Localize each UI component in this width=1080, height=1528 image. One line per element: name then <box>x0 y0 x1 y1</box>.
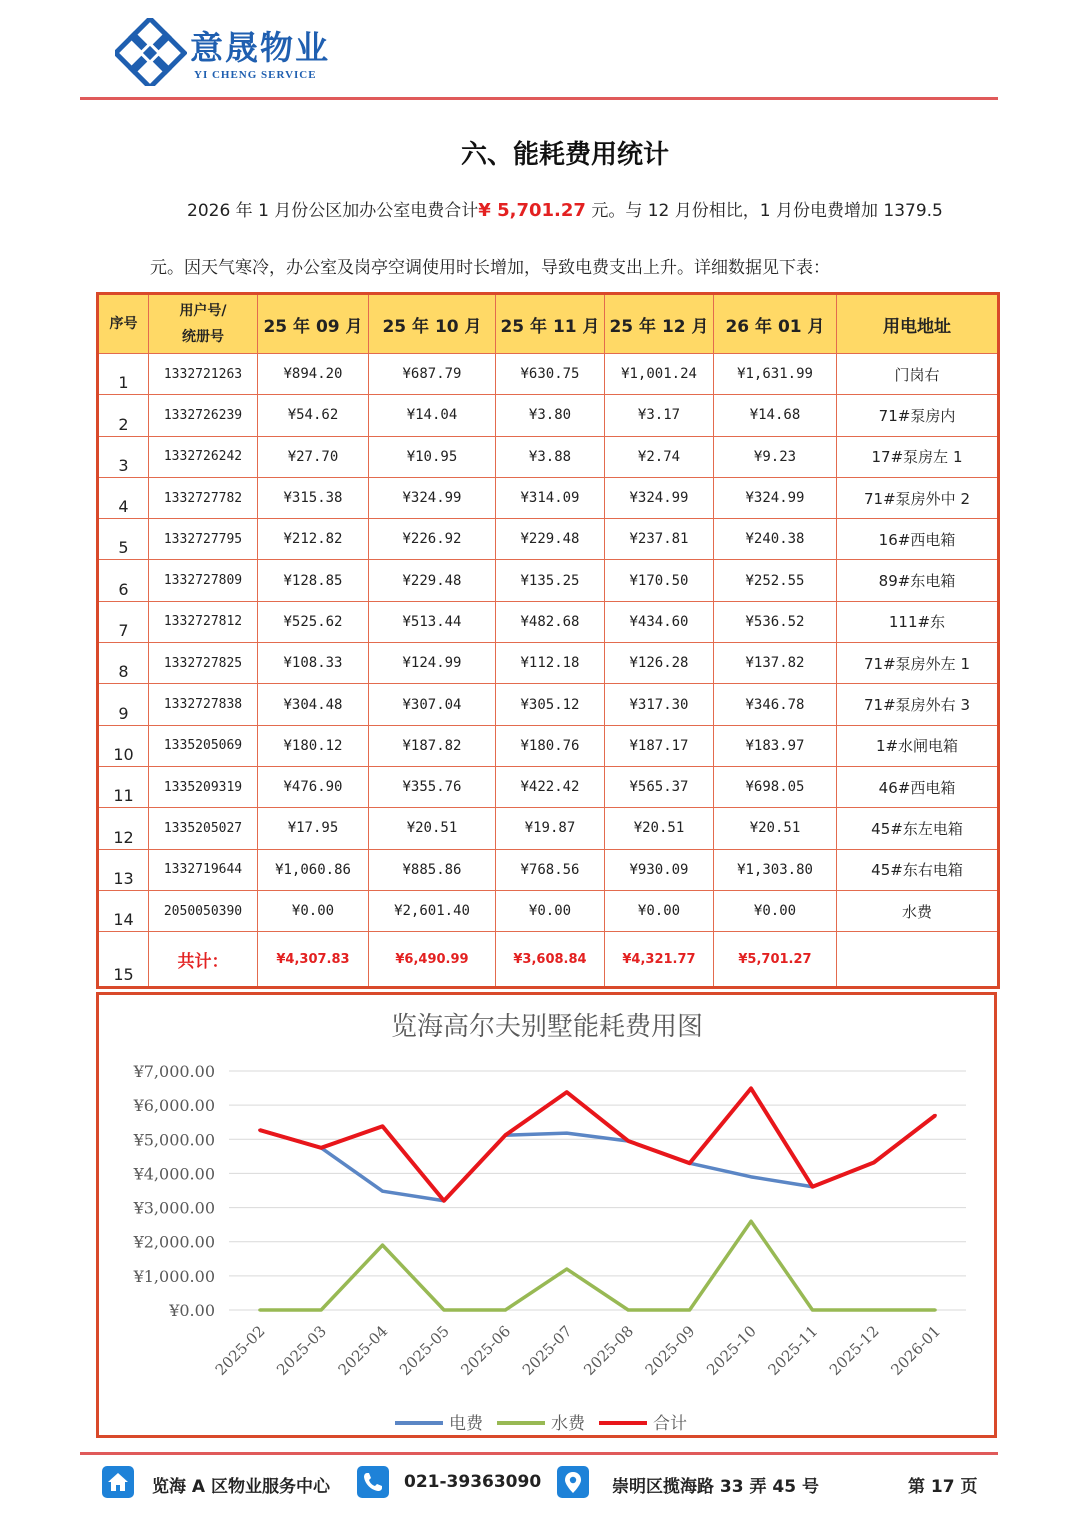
amount-cell: ¥1,060.86 <box>258 849 369 890</box>
legend-label: 水费 <box>551 1414 585 1434</box>
amount-cell: ¥324.99 <box>605 477 714 518</box>
row-index: 9 <box>98 684 149 725</box>
amount-cell: ¥355.76 <box>369 766 496 807</box>
y-tick-label: ¥2,000.00 <box>133 1232 215 1252</box>
row-index: 10 <box>98 725 149 766</box>
amount-cell: ¥476.90 <box>258 766 369 807</box>
y-tick-label: ¥6,000.00 <box>133 1096 215 1116</box>
summary-line-1 <box>187 196 943 221</box>
brand-name-english: YI CHENG SERVICE <box>194 69 317 81</box>
row-index: 8 <box>98 643 149 684</box>
address: 崇明区揽海路 33 弄 45 号 <box>612 1477 819 1497</box>
amount-cell: ¥536.52 <box>714 601 837 642</box>
data-point <box>258 1309 261 1312</box>
table-row <box>98 643 999 684</box>
amount-cell: ¥237.81 <box>605 519 714 560</box>
table-row <box>98 560 999 601</box>
meter-address: 16#西电箱 <box>837 519 999 560</box>
data-point <box>565 1132 568 1135</box>
page-footer <box>0 1462 1080 1506</box>
amount-cell: ¥304.48 <box>258 684 369 725</box>
total-amount: ¥4,307.83 <box>258 932 369 988</box>
chart-title: 览海高尔夫别墅能耗费用图 <box>390 1012 704 1042</box>
row-index: 2 <box>98 395 149 436</box>
amount-cell: ¥630.75 <box>496 354 605 395</box>
header-divider <box>80 97 998 100</box>
amount-cell: ¥226.92 <box>369 519 496 560</box>
amount-cell: ¥0.00 <box>258 890 369 931</box>
row-index: 11 <box>98 766 149 807</box>
amount-cell: ¥346.78 <box>714 684 837 725</box>
meter-address: 71#泵房外中 2 <box>837 477 999 518</box>
account-number: 1332726242 <box>149 436 258 477</box>
x-tick-label: 2025-08 <box>580 1322 638 1379</box>
col-header-month: 25 年 09 月 <box>258 294 369 354</box>
amount-cell: ¥1,631.99 <box>714 354 837 395</box>
amount-cell: ¥187.17 <box>605 725 714 766</box>
meter-address: 门岗右 <box>837 354 999 395</box>
x-tick-label: 2025-04 <box>334 1322 392 1379</box>
amount-cell: ¥525.62 <box>258 601 369 642</box>
data-point <box>627 1139 630 1142</box>
series-line-1 <box>260 1221 936 1310</box>
amount-cell: ¥229.48 <box>496 519 605 560</box>
table-row <box>98 477 999 518</box>
col-header-account <box>149 294 258 354</box>
x-tick-label: 2025-11 <box>764 1322 822 1379</box>
col-header-address: 用电地址 <box>837 294 999 354</box>
account-number: 1335205069 <box>149 725 258 766</box>
x-tick-label: 2025-02 <box>211 1322 269 1379</box>
page-header <box>0 0 1080 100</box>
data-point <box>320 1146 323 1149</box>
amount-cell: ¥54.62 <box>258 395 369 436</box>
amount-cell: ¥229.48 <box>369 560 496 601</box>
amount-cell: ¥252.55 <box>714 560 837 601</box>
account-number: 2050050390 <box>149 890 258 931</box>
amount-cell: ¥180.76 <box>496 725 605 766</box>
amount-cell: ¥1,001.24 <box>605 354 714 395</box>
amount-cell: ¥14.68 <box>714 395 837 436</box>
amount-cell: ¥885.86 <box>369 849 496 890</box>
amount-cell: ¥3.80 <box>496 395 605 436</box>
amount-cell: ¥0.00 <box>714 890 837 931</box>
summary-amount: ¥ 5,701.27 <box>478 200 586 221</box>
col-header-month: 25 年 11 月 <box>496 294 605 354</box>
amount-cell: ¥17.95 <box>258 808 369 849</box>
amount-cell: ¥170.50 <box>605 560 714 601</box>
y-tick-label: ¥1,000.00 <box>133 1266 215 1286</box>
meter-address: 71#泵房外右 3 <box>837 684 999 725</box>
amount-cell: ¥20.51 <box>369 808 496 849</box>
account-number: 1335205027 <box>149 808 258 849</box>
legend-label: 电费 <box>449 1414 483 1434</box>
amount-cell: ¥112.18 <box>496 643 605 684</box>
account-number: 1332719644 <box>149 849 258 890</box>
row-index: 4 <box>98 477 149 518</box>
meter-address: 111#东 <box>837 601 999 642</box>
y-tick-label: ¥3,000.00 <box>133 1198 215 1218</box>
summary-prefix: 2026 年 1 月份公区加办公室电费合计 <box>187 201 479 221</box>
amount-cell: ¥108.33 <box>258 643 369 684</box>
data-point <box>811 1185 814 1188</box>
amount-cell: ¥20.51 <box>605 808 714 849</box>
amount-cell: ¥317.30 <box>605 684 714 725</box>
total-amount: ¥6,490.99 <box>369 932 496 988</box>
y-tick-label: ¥7,000.00 <box>133 1062 215 1081</box>
amount-cell: ¥894.20 <box>258 354 369 395</box>
summary-suffix: 元。与 12 月份相比，1 月份电费增加 1379.5 <box>585 201 943 221</box>
amount-cell: ¥3.88 <box>496 436 605 477</box>
data-point <box>627 1309 630 1312</box>
col-header-month: 25 年 10 月 <box>369 294 496 354</box>
data-point <box>258 1129 261 1132</box>
table-row <box>98 725 999 766</box>
amount-cell: ¥124.99 <box>369 643 496 684</box>
total-amount: ¥3,608.84 <box>496 932 605 988</box>
brand-name: 意晟物业 <box>190 28 330 67</box>
account-number: 1335209319 <box>149 766 258 807</box>
x-tick-label: 2025-09 <box>641 1322 699 1379</box>
amount-cell: ¥305.12 <box>496 684 605 725</box>
meter-address: 71#泵房外左 1 <box>837 643 999 684</box>
col-header-month: 25 年 12 月 <box>605 294 714 354</box>
amount-cell: ¥19.87 <box>496 808 605 849</box>
data-point <box>750 1175 753 1178</box>
total-amount: ¥4,321.77 <box>605 932 714 988</box>
y-tick-label: ¥0.00 <box>169 1301 215 1320</box>
table-row <box>98 519 999 560</box>
col-header-month: 26 年 01 月 <box>714 294 837 354</box>
amount-cell: ¥0.00 <box>605 890 714 931</box>
data-point <box>750 1087 753 1090</box>
table-row <box>98 354 999 395</box>
row-index: 3 <box>98 436 149 477</box>
data-point <box>688 1309 691 1312</box>
meter-address: 46#西电箱 <box>837 766 999 807</box>
amount-cell: ¥565.37 <box>605 766 714 807</box>
data-point <box>442 1199 445 1202</box>
y-tick-label: ¥4,000.00 <box>133 1164 215 1184</box>
data-point <box>442 1309 445 1312</box>
amount-cell: ¥324.99 <box>714 477 837 518</box>
amount-cell: ¥2.74 <box>605 436 714 477</box>
data-point <box>381 1244 384 1247</box>
row-index: 6 <box>98 560 149 601</box>
amount-cell: ¥137.82 <box>714 643 837 684</box>
amount-cell: ¥434.60 <box>605 601 714 642</box>
amount-cell: ¥324.99 <box>369 477 496 518</box>
phone-number: 021-39363090 <box>404 1472 542 1492</box>
account-number: 1332726239 <box>149 395 258 436</box>
data-point <box>872 1161 875 1164</box>
row-index: 13 <box>98 849 149 890</box>
row-index: 7 <box>98 601 149 642</box>
energy-cost-chart <box>96 992 997 1438</box>
data-point <box>750 1220 753 1223</box>
x-tick-label: 2025-06 <box>457 1322 515 1379</box>
section-title: 六、能耗费用统计 <box>460 140 669 170</box>
data-point <box>381 1125 384 1128</box>
data-point <box>381 1190 384 1193</box>
meter-address: 水费 <box>837 890 999 931</box>
x-tick-label: 2025-07 <box>518 1322 576 1379</box>
data-point <box>934 1309 937 1312</box>
series-line-0 <box>260 1115 936 1200</box>
amount-cell: ¥2,601.40 <box>369 890 496 931</box>
amount-cell: ¥20.51 <box>714 808 837 849</box>
table-row <box>98 395 999 436</box>
amount-cell: ¥0.00 <box>496 890 605 931</box>
amount-cell: ¥3.17 <box>605 395 714 436</box>
amount-cell: ¥687.79 <box>369 354 496 395</box>
office-name: 览海 A 区物业服务中心 <box>152 1477 330 1497</box>
account-number: 1332727838 <box>149 684 258 725</box>
summary-line-2: 元。因天气寒冷，办公室及岗亭空调使用时长增加，导致电费支出上升。详细数据见下表： <box>150 258 830 278</box>
energy-cost-table <box>96 292 1000 989</box>
total-amount: ¥5,701.27 <box>714 932 837 988</box>
table-row <box>98 684 999 725</box>
table-row <box>98 436 999 477</box>
meter-address: 45#东右电箱 <box>837 849 999 890</box>
data-point <box>504 1134 507 1137</box>
amount-cell: ¥240.38 <box>714 519 837 560</box>
location-icon <box>557 1466 589 1498</box>
x-tick-label: 2026-01 <box>887 1322 945 1379</box>
row-index: 15 <box>98 932 149 988</box>
y-tick-label: ¥5,000.00 <box>133 1130 215 1150</box>
account-number: 1332727782 <box>149 477 258 518</box>
account-number: 1332721263 <box>149 354 258 395</box>
amount-cell: ¥10.95 <box>369 436 496 477</box>
meter-address: 17#泵房左 1 <box>837 436 999 477</box>
amount-cell: ¥180.12 <box>258 725 369 766</box>
table-row <box>98 849 999 890</box>
amount-cell: ¥126.28 <box>605 643 714 684</box>
row-index: 12 <box>98 808 149 849</box>
amount-cell: ¥1,303.80 <box>714 849 837 890</box>
data-point <box>688 1162 691 1165</box>
meter-address: 71#泵房内 <box>837 395 999 436</box>
amount-cell: ¥513.44 <box>369 601 496 642</box>
amount-cell: ¥128.85 <box>258 560 369 601</box>
footer-divider <box>80 1452 998 1455</box>
amount-cell: ¥768.56 <box>496 849 605 890</box>
meter-address: 1#水闸电箱 <box>837 725 999 766</box>
amount-cell: ¥187.82 <box>369 725 496 766</box>
meter-address: 45#东左电箱 <box>837 808 999 849</box>
amount-cell: ¥315.38 <box>258 477 369 518</box>
home-icon <box>102 1466 134 1498</box>
amount-cell: ¥930.09 <box>605 849 714 890</box>
table-row <box>98 601 999 642</box>
col-header-account-line2: 统册号 <box>182 329 224 345</box>
x-tick-label: 2025-10 <box>703 1322 760 1379</box>
amount-cell: ¥212.82 <box>258 519 369 560</box>
account-number: 1332727795 <box>149 519 258 560</box>
data-point <box>565 1091 568 1094</box>
table-row <box>98 766 999 807</box>
page-number: 第 17 页 <box>908 1477 978 1497</box>
table-row <box>98 808 999 849</box>
data-point <box>811 1309 814 1312</box>
data-point <box>320 1309 323 1312</box>
total-label: 共计： <box>149 932 258 988</box>
legend-label: 合计 <box>653 1414 687 1434</box>
data-point <box>872 1309 875 1312</box>
data-point <box>504 1309 507 1312</box>
total-row <box>98 932 999 988</box>
company-logo-icon <box>115 18 187 86</box>
amount-cell: ¥183.97 <box>714 725 837 766</box>
amount-cell: ¥314.09 <box>496 477 605 518</box>
account-number: 1332727825 <box>149 643 258 684</box>
meter-address: 89#东电箱 <box>837 560 999 601</box>
total-empty <box>837 932 999 988</box>
account-number: 1332727809 <box>149 560 258 601</box>
x-tick-label: 2025-05 <box>395 1322 453 1379</box>
data-point <box>565 1268 568 1271</box>
data-point <box>934 1114 937 1117</box>
amount-cell: ¥135.25 <box>496 560 605 601</box>
amount-cell: ¥422.42 <box>496 766 605 807</box>
amount-cell: ¥482.68 <box>496 601 605 642</box>
amount-cell: ¥9.23 <box>714 436 837 477</box>
row-index: 1 <box>98 354 149 395</box>
amount-cell: ¥307.04 <box>369 684 496 725</box>
x-tick-label: 2025-12 <box>825 1322 883 1379</box>
amount-cell: ¥698.05 <box>714 766 837 807</box>
row-index: 14 <box>98 890 149 931</box>
table-header-row <box>98 294 999 354</box>
account-number: 1332727812 <box>149 601 258 642</box>
x-tick-label: 2025-03 <box>273 1322 330 1379</box>
amount-cell: ¥14.04 <box>369 395 496 436</box>
phone-icon <box>357 1466 389 1498</box>
amount-cell: ¥27.70 <box>258 436 369 477</box>
col-header-account-line1: 用户号/ <box>179 303 227 319</box>
table-body <box>98 354 999 988</box>
row-index: 5 <box>98 519 149 560</box>
line-chart-svg <box>99 995 994 1435</box>
col-header-index: 序号 <box>98 294 149 354</box>
table-row <box>98 890 999 931</box>
